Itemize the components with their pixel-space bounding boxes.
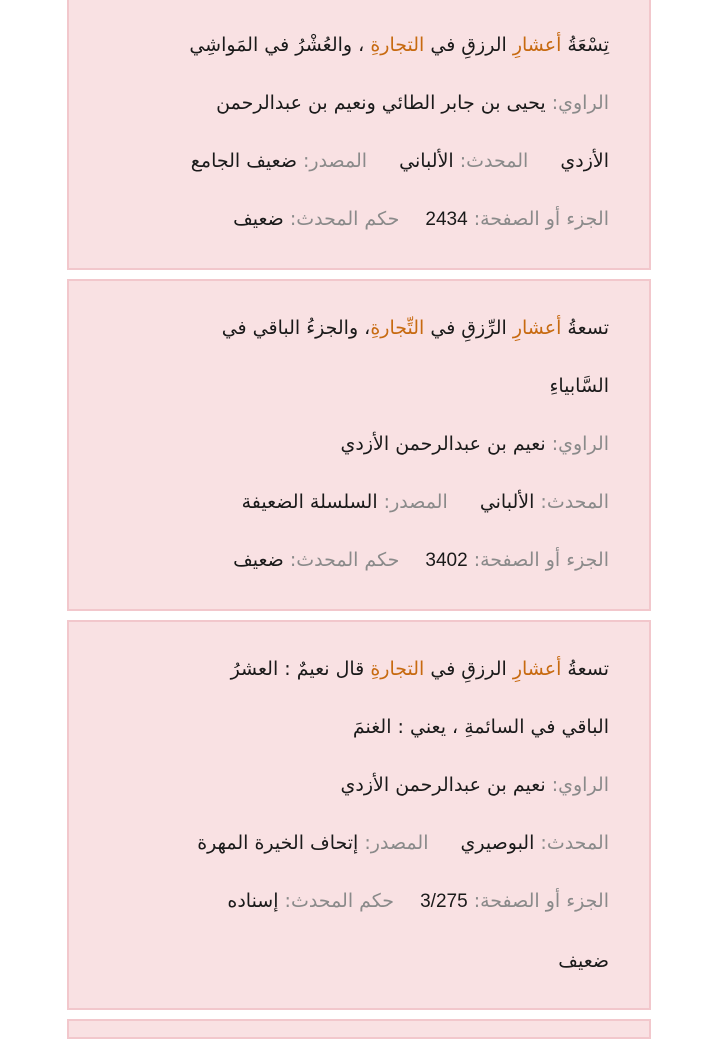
hadith-text-line: [85, 30, 609, 60]
ruling-label: حكم المحدث:: [289, 208, 400, 230]
highlight-term[interactable]: التجارةِ: [370, 34, 425, 56]
scholar-value[interactable]: البوصيري: [460, 832, 535, 854]
narrator-line: [85, 770, 609, 800]
narrator-value[interactable]: يحيى بن جابر الطائي ونعيم بن عبدالرحمن: [216, 92, 546, 114]
hadith-card-3: [67, 620, 651, 1010]
scholar-label: المحدث:: [459, 150, 529, 172]
hadith-text: تسعةُ: [561, 317, 609, 339]
part-page-value: 3402: [425, 550, 468, 571]
hadith-text-line: [85, 712, 609, 742]
hadith-text: الباقي في السائمةِ ، يعني : الغنمَ: [352, 716, 609, 738]
scholar-source-line: [85, 146, 609, 176]
hadith-text: الرزقِ في: [424, 658, 513, 680]
ruling-value: ضعيف: [558, 950, 609, 972]
scholar-value[interactable]: الألباني: [399, 150, 454, 172]
narrator-line: [85, 429, 609, 459]
scholar-label: المحدث:: [540, 491, 609, 513]
hadith-text-line: [85, 371, 609, 401]
narrator-label: الراوي:: [551, 774, 609, 796]
narrator-line: [85, 88, 609, 118]
ruling-continuation-line: [85, 946, 609, 976]
hadith-card-4-partial: [67, 1019, 651, 1039]
source-label: المصدر:: [303, 150, 368, 172]
part-page-label: الجزء أو الصفحة:: [473, 208, 609, 230]
hadith-text: قال نعيمٌ : العشرُ: [230, 658, 371, 680]
scholar-value[interactable]: الألباني: [479, 491, 535, 513]
hadith-card-2: [67, 279, 651, 611]
part-ruling-line: [85, 886, 609, 916]
scholar-source-line: [85, 828, 609, 858]
scholar-label: المحدث:: [540, 832, 609, 854]
hadith-text-line: [85, 313, 609, 343]
narrator-value[interactable]: نعيم بن عبدالرحمن الأزدي: [340, 774, 546, 796]
source-value[interactable]: ضعيف الجامع: [190, 150, 297, 172]
ruling-value: ضعيف: [233, 549, 284, 571]
scholar-source-line: [85, 487, 609, 517]
highlight-term[interactable]: أعشارِ: [512, 658, 562, 680]
ruling-value: إسناده: [227, 890, 279, 912]
part-ruling-line: [85, 204, 609, 234]
source-label: المصدر:: [383, 491, 448, 513]
hadith-card-1: [67, 0, 651, 270]
narrator-value[interactable]: نعيم بن عبدالرحمن الأزدي: [340, 433, 546, 455]
hadith-text-line: [85, 654, 609, 684]
highlight-term[interactable]: أعشارِ: [512, 34, 562, 56]
source-label: المصدر:: [364, 832, 429, 854]
hadith-text: ، والجزءُ الباقي في: [221, 317, 371, 339]
ruling-value: ضعيف: [233, 208, 284, 230]
hadith-text: الرِّزقِ في: [424, 317, 513, 339]
part-page-value: 2434: [425, 209, 468, 230]
source-value[interactable]: إتحاف الخيرة المهرة: [197, 832, 359, 854]
highlight-term[interactable]: أعشارِ: [512, 317, 562, 339]
part-page-label: الجزء أو الصفحة:: [473, 549, 609, 571]
narrator-value[interactable]: الأزدي: [560, 150, 609, 172]
highlight-term[interactable]: التِّجارةِ: [370, 317, 425, 339]
source-value[interactable]: السلسلة الضعيفة: [241, 491, 378, 513]
narrator-label: الراوي:: [551, 92, 609, 114]
ruling-label: حكم المحدث:: [289, 549, 400, 571]
part-page-label: الجزء أو الصفحة:: [473, 890, 609, 912]
highlight-term[interactable]: التجارةِ: [370, 658, 425, 680]
hadith-text: تسعةُ: [561, 658, 609, 680]
hadith-text: السَّابياءِ: [549, 375, 609, 397]
hadith-text: تِسْعَةُ: [561, 34, 609, 56]
narrator-label: الراوي:: [551, 433, 609, 455]
hadith-text: الرزقِ في: [424, 34, 513, 56]
hadith-text: ، والعُشْرُ في المَواشِي: [189, 34, 371, 56]
part-ruling-line: [85, 545, 609, 575]
part-page-value: 3/275: [420, 891, 468, 912]
ruling-label: حكم المحدث:: [284, 890, 395, 912]
